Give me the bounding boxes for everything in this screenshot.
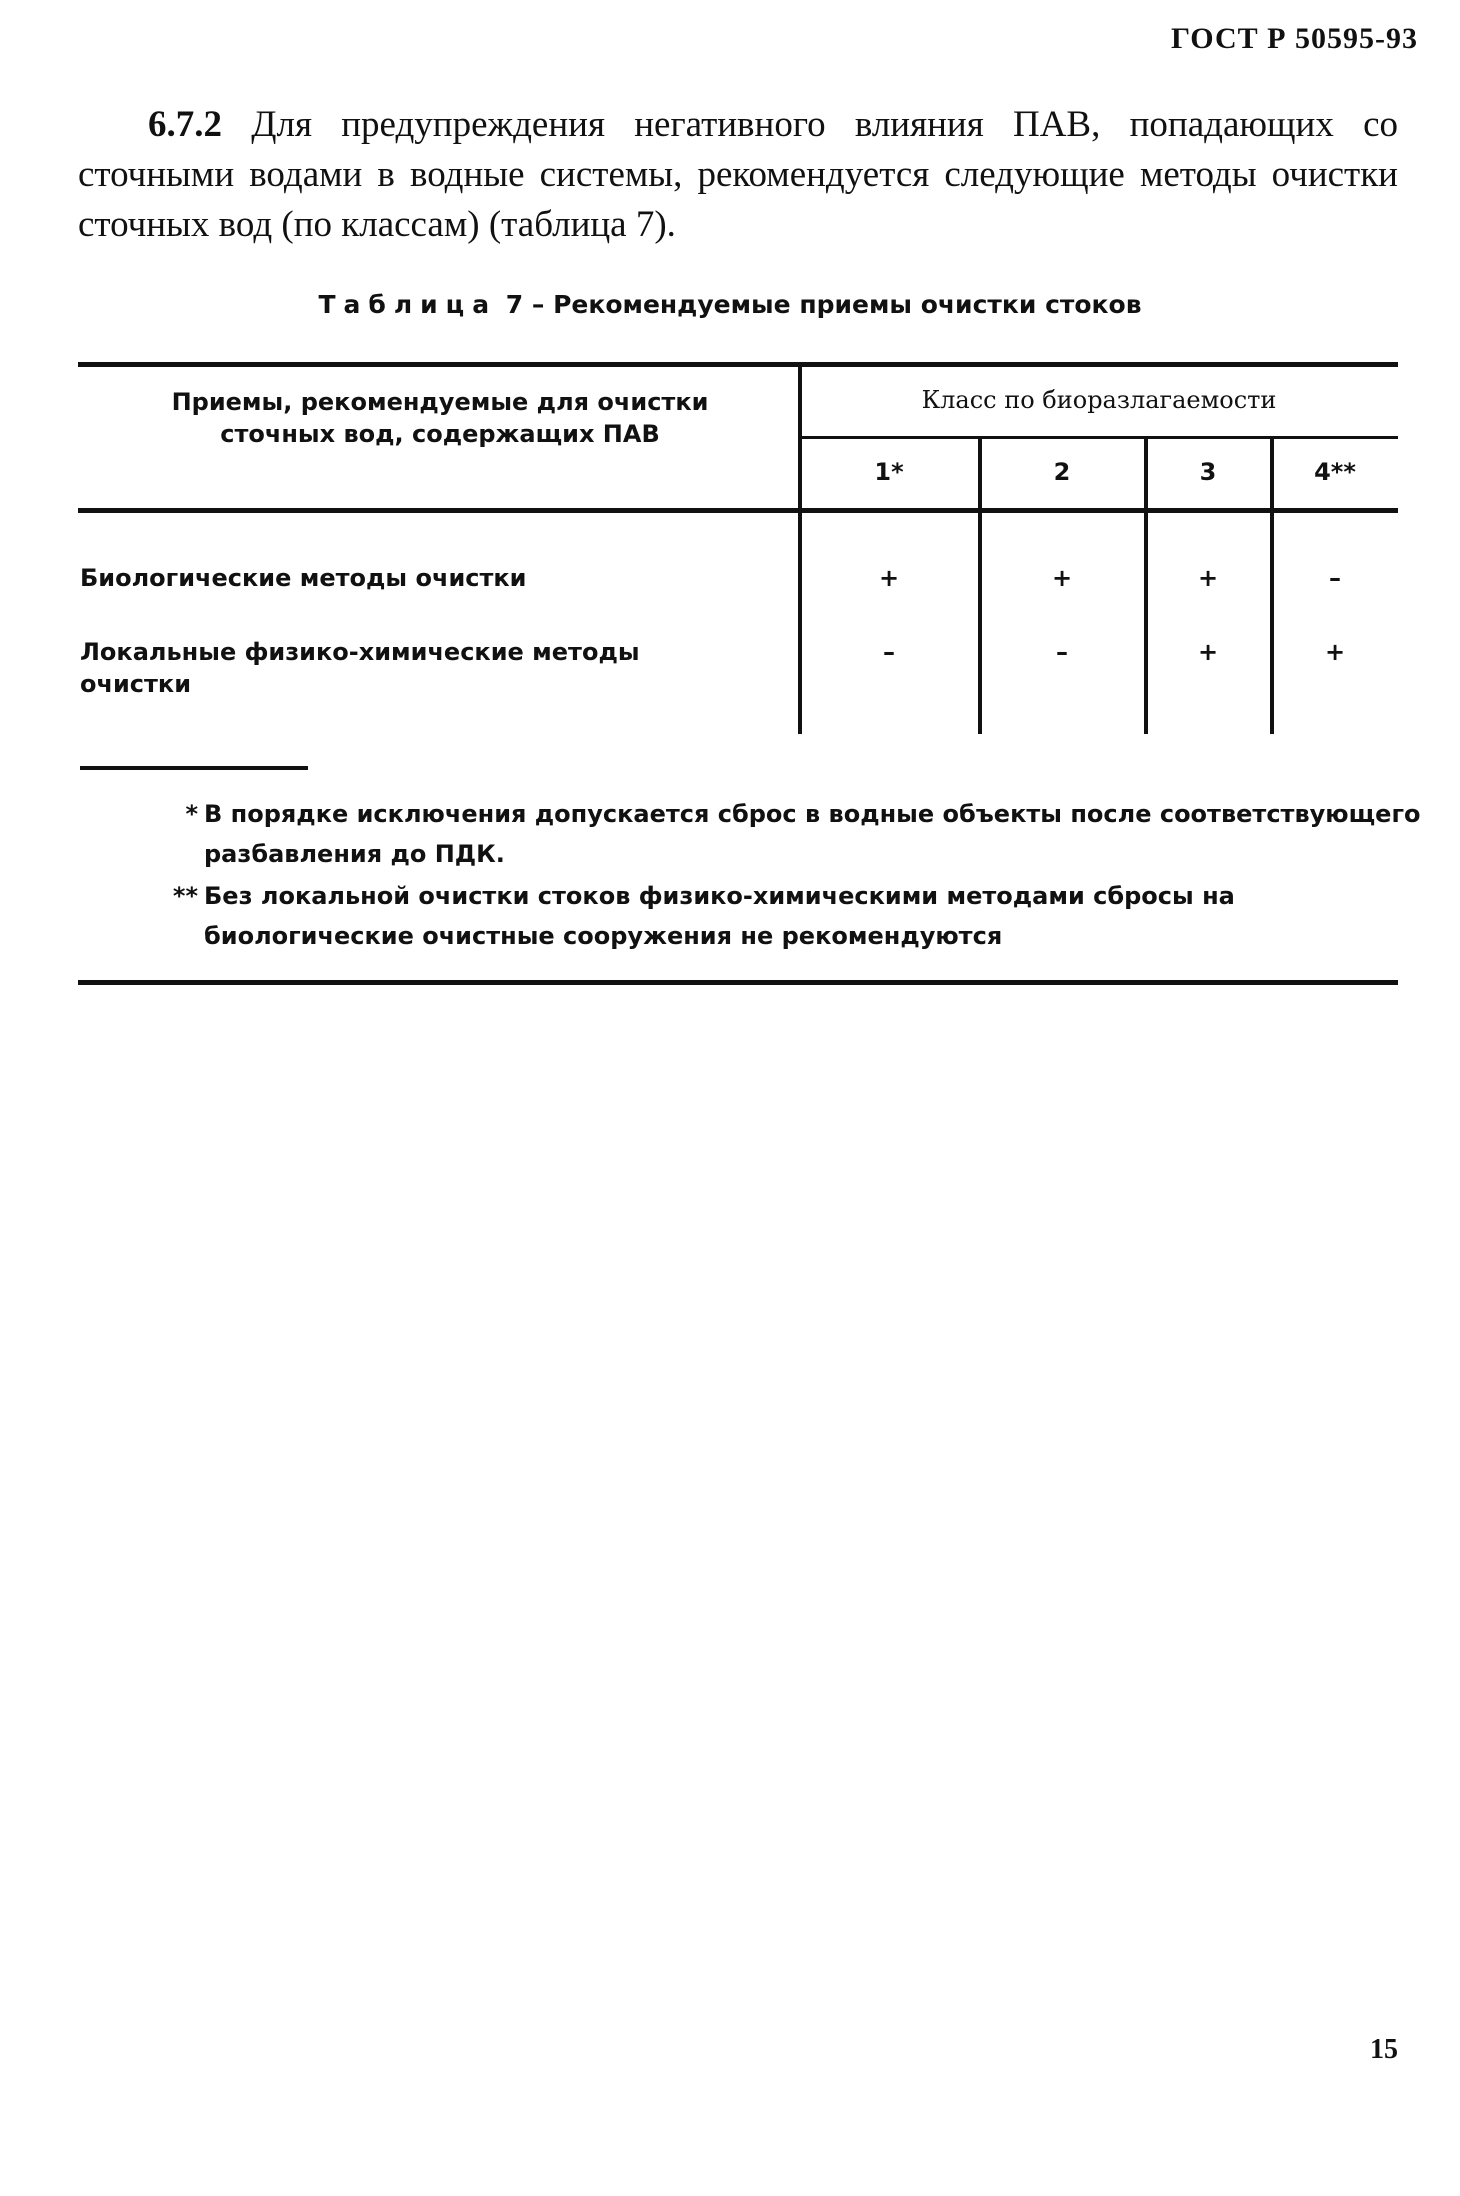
- footnote-text: Без локальной очистки стоков физико-химическими методами сбросы на биологические очистные сооружения не рекомендуются: [204, 882, 1235, 950]
- table-caption-text: 7 – Рекомендуемые приемы очистки стоков: [505, 290, 1142, 319]
- class-header-4: 4**: [1314, 458, 1356, 486]
- row-value: +: [1051, 564, 1073, 592]
- footnote-2: [172, 876, 1444, 956]
- row-value: +: [1197, 638, 1219, 666]
- table-top-rule: [78, 362, 1398, 367]
- row-value: –: [883, 638, 895, 666]
- class-header-2: 2: [1053, 458, 1071, 486]
- section-paragraph: [78, 100, 1398, 250]
- footnote-separator: [80, 766, 308, 770]
- column-header-methods: Приемы, рекомендуемые для очистки сточных вод, содержащих ПАВ: [171, 388, 709, 448]
- column-group-header: Класс по биоразлагаемости: [921, 386, 1277, 414]
- page-number: 15: [1370, 2034, 1398, 2065]
- footnote-text: В порядке исключения допускается сброс в водные объекты после соответствующего разбавления до ПДК.: [204, 800, 1421, 868]
- table-header-bottom-rule: [78, 508, 1398, 513]
- table-caption: [0, 290, 1460, 319]
- row-value: –: [1329, 564, 1341, 592]
- class-header-1: 1*: [874, 458, 904, 486]
- document-code: ГОСТ Р 50595-93: [1170, 22, 1418, 55]
- footnote-1: [185, 794, 1444, 874]
- section-number: 6.7.2: [148, 104, 222, 145]
- table-bottom-rule: [78, 980, 1398, 985]
- row-method-label: Локальные физико-химические методы очистки: [80, 638, 640, 698]
- row-value: +: [1324, 638, 1346, 666]
- row-value: +: [878, 564, 900, 592]
- table-caption-label: Таблица: [318, 290, 498, 319]
- row-value: +: [1197, 564, 1219, 592]
- row-value: –: [1056, 638, 1068, 666]
- footnote-mark: **: [172, 882, 198, 910]
- paragraph-text: Для предупреждения негативного влияния ПАВ, попадающих со сточными водами в водные системы, рекомендуется следующие методы очистки сточных вод (по классам) (таблица 7).: [78, 104, 1398, 245]
- table-column-divider: [798, 364, 802, 734]
- table-header-split-rule: [800, 436, 1398, 439]
- row-method-label: Биологические методы очистки: [80, 564, 527, 592]
- class-header-3: 3: [1199, 458, 1217, 486]
- footnote-mark: *: [185, 800, 198, 828]
